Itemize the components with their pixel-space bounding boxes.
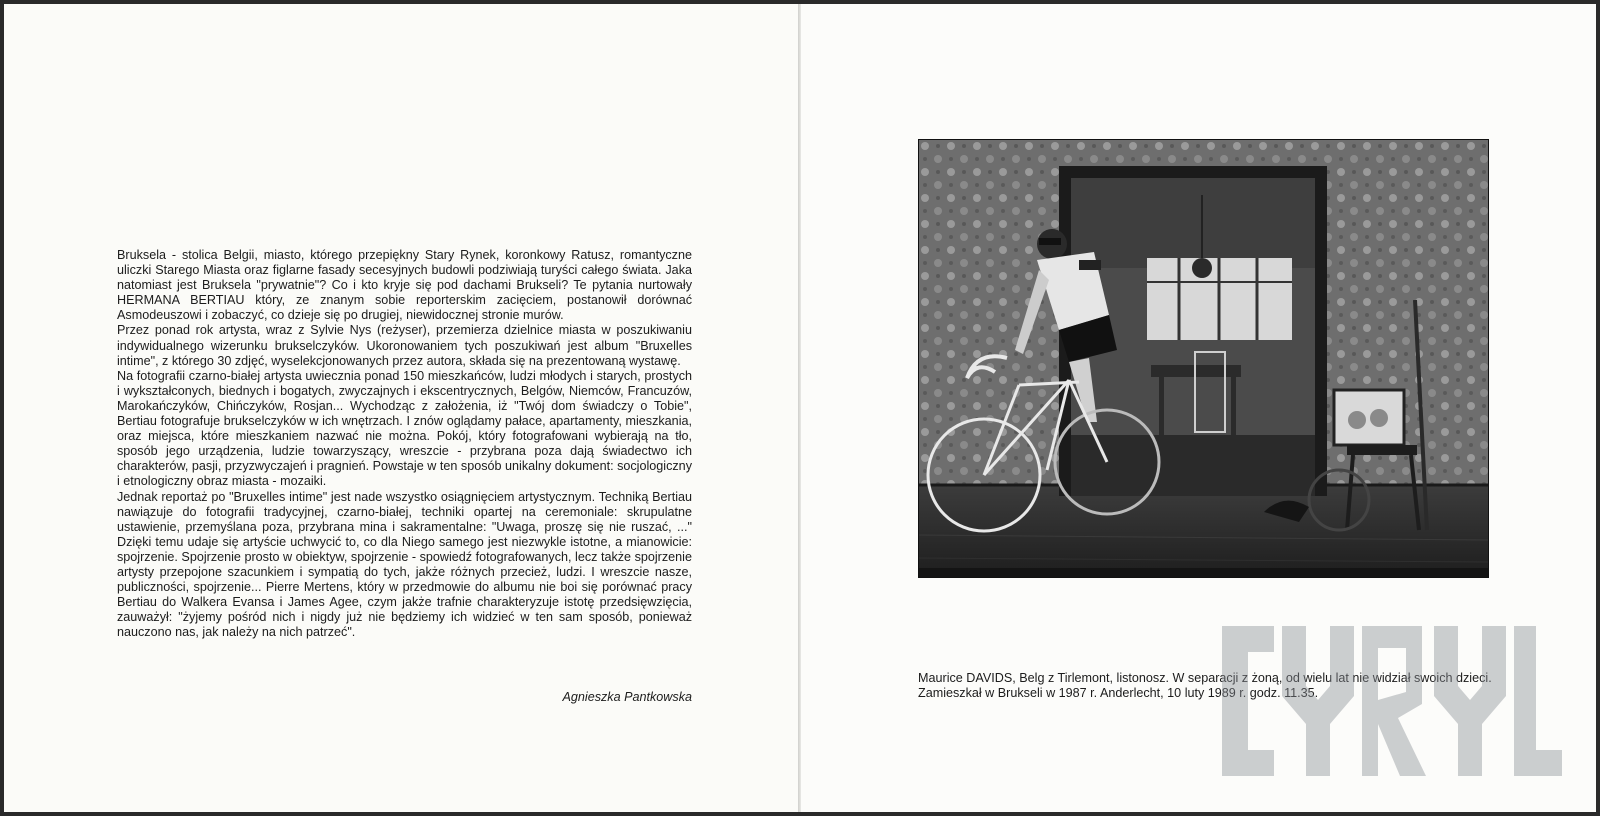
cyclist-photograph bbox=[918, 139, 1489, 578]
article-paragraph-4: Jednak reportaż po "Bruxelles intime" jest nade wszystko osiągnięciem artystycznym. Techniką Bertiau nawiązuje do fotografii tradycyjnej, czarno-białej, techniki opartej na ceremoniale: skrupulatne ustawienie, przemyślana poza, przybrana mina i sakramentalne: "Uwaga, proszę się nie ruszać, ..." Dzięki temu udaje się artyście uchwycić to, co dla Niego samego jest niezwykle istotne, a mianowicie: spojrzenie. Spojrzenie prosto w obiektyw, spojrzenie - spowiedź fotografowanych, lecz także spojrzenie artysty przepojone szacunkiem i sympatią do tych, jakże różnych przecież, ludzi. I wreszcie nasze, publiczności, spojrzenie... Pierre Mertens, który w przedmowie do albumu nie boi się porównać pracy Bertiau do Walkera Evansa i James Agee, czym jakże trafnie charakteryzuje istotę przedsięwzięcia, zauważył: "żyjemy pośród nich i nigdy już nie będziemy ich widzieć w ten sam sposób, ponieważ nauczono nas, jak należy na nich patrzeć". bbox=[117, 489, 692, 640]
author-signature: Agnieszka Pantkowska bbox=[562, 690, 692, 704]
left-page bbox=[4, 4, 798, 812]
article-paragraph-2: Przez ponad rok artysta, wraz z Sylvie Nys (reżyser), przemierza dzielnice miasta w poszukiwaniu indywidualnego wizerunku brukselczyków. Ukoronowaniem tych poszukiwań jest album "Bruxelles intime", z którego 30 zdjęć, wyselekcjonowanych przez autora, składa się na prezentowaną wystawę. bbox=[117, 323, 692, 368]
cyryl-watermark-logo bbox=[1222, 626, 1562, 776]
article-paragraph-1: Bruksela - stolica Belgii, miasto, którego przepiękny Stary Rynek, koronkowy Ratusz, romantyczne uliczki Starego Miasta oraz figlarne fasady secesyjnych budowli podziwiają turyści całego świata. Jaka natomiast jest Bruksela "prywatnie"? Co i kto kryje się pod dachami Brukseli? Te pytania nurtowały HERMANA BERTIAU który, ze znanym sobie reporterskim zacięciem, postanowił dorównać Asmodeuszowi i zobaczyć, co dzieje się po drugiej, niewidocznej stronie murów. bbox=[117, 248, 692, 323]
photo-illustration bbox=[919, 140, 1488, 577]
article-paragraph-3: Na fotografii czarno-białej artysta uwiecznia ponad 150 mieszkańców, ludzi młodych i starych, prostych i wykształconych, biednych i bogatych, zwyczajnych i ekscentrycznych, Belgów, Niemców, Francuzów, Marokańczyków, Chińczyków, Rosjan... Wychodząc z założenia, iż "Twój dom świadczy o Tobie", Bertiau fotografuje brukselczyków w ich wnętrzach. I znów oglądamy pałace, apartamenty, mieszkania, oraz miejsca, które mieszkaniem nazwać nie można. Pokój, który fotografowani wybierają na tło, sposób jego urządzenia, ludzie towarzyszący, wreszcie - przybrana poza dają świadectwo ich charakterów, pasji, przyzwyczajeń i pragnień. Powstaje w ten sposób unikalny dokument: socjologiczny i etnologiczny obraz miasta - mozaiki. bbox=[117, 368, 692, 489]
photo-caption: Maurice DAVIDS, Belg z Tirlemont, listonosz. W separacji z żoną, od wielu lat nie widział swoich dzieci. Zamieszkał w Brukseli w 1987 r. Anderlecht, 10 luty 1989 r. godz. 11.35. bbox=[918, 671, 1492, 701]
article-text bbox=[117, 248, 692, 640]
